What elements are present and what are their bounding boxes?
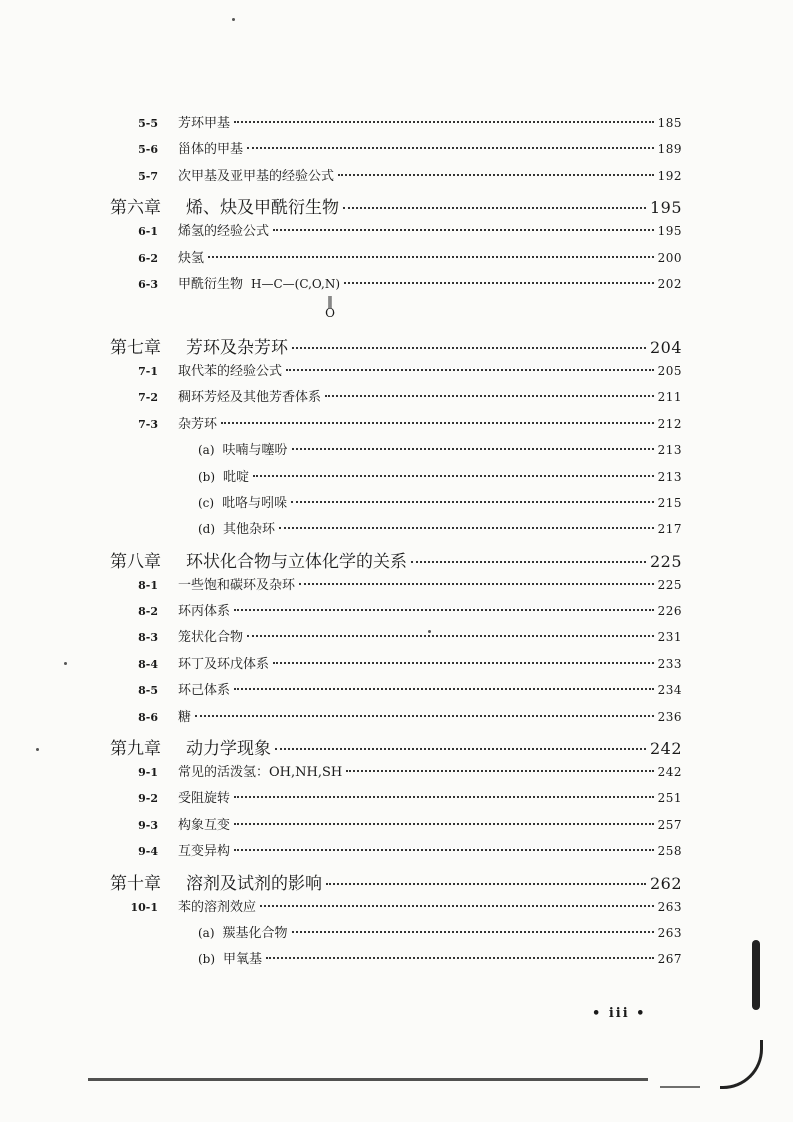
- page-number: 263: [657, 925, 682, 940]
- page-number: 212: [657, 416, 682, 431]
- section-number: 5-5: [138, 117, 158, 130]
- page-number: 231: [657, 630, 682, 645]
- leader-dots: [195, 702, 654, 717]
- formula-text: H—C—(C,O,N): [251, 276, 341, 291]
- page-number: 211: [657, 390, 682, 405]
- page-number: 200: [657, 250, 682, 265]
- entry-title: 溶剂及试剂的影响: [186, 873, 322, 894]
- toc-entry[interactable]: [110, 518, 682, 544]
- section-number: 6-2: [138, 251, 158, 265]
- entry-subnumber: (b): [198, 952, 216, 967]
- leader-dots: [292, 435, 654, 450]
- entry-title: 受阻旋转: [178, 791, 231, 807]
- page-number: 204: [649, 337, 682, 357]
- page-number: 262: [649, 873, 682, 893]
- entry-title: 环丁及环戊体系: [178, 656, 270, 672]
- section-number: 7-2: [138, 391, 158, 405]
- section-number: 10-1: [130, 900, 158, 914]
- entry-title: 芳环及杂芳环: [186, 337, 288, 358]
- page-number: 217: [657, 522, 682, 537]
- entry-title: 吡啶: [223, 469, 250, 485]
- entry-subnumber: (d): [198, 522, 216, 537]
- page-number: 189: [657, 142, 682, 157]
- entry-title: 苯的溶剂效应: [178, 899, 257, 915]
- entry-title: 羰基化合物: [222, 925, 288, 941]
- page-number: 225: [657, 577, 682, 592]
- entry-title: 甲氧基: [223, 952, 263, 968]
- page-number: 185: [657, 116, 682, 130]
- page-number: 205: [657, 363, 682, 378]
- leader-dots: [411, 544, 646, 563]
- scan-speck: [36, 748, 39, 751]
- bottom-scan-line-short: [660, 1086, 700, 1088]
- section-number: 5-7: [138, 169, 158, 183]
- section-number: 9-4: [138, 845, 158, 859]
- entry-title: 芳环甲基: [178, 116, 231, 131]
- leader-dots: [234, 810, 654, 825]
- page-number: 192: [657, 168, 682, 183]
- bottom-scan-line: [88, 1078, 648, 1081]
- carbonyl-group: ‖ O: [325, 293, 335, 320]
- entry-title: 烯氢的经验公式: [178, 224, 270, 240]
- leader-dots: [260, 892, 654, 907]
- page-folio: • iii •: [592, 1006, 647, 1021]
- toc-entry[interactable]: [110, 165, 682, 191]
- scan-speck: [428, 630, 431, 633]
- page-number: 234: [657, 683, 682, 698]
- entry-title: 炔氢: [178, 250, 205, 266]
- leader-dots: [343, 190, 646, 209]
- toc-entry[interactable]: [110, 840, 682, 866]
- page-number: 195: [649, 198, 682, 218]
- leader-dots: [292, 330, 646, 349]
- leader-dots: [279, 514, 654, 529]
- entry-title: 环丙体系: [178, 604, 231, 620]
- scan-speck: [64, 662, 67, 665]
- scan-edge-curve: [720, 1040, 763, 1089]
- entry-title: 其他杂环: [223, 522, 276, 538]
- entry-title: 稠环芳烃及其他芳香体系: [178, 390, 322, 406]
- leader-dots: [275, 731, 646, 750]
- page-number: 213: [657, 469, 682, 484]
- page-number: 233: [657, 656, 682, 671]
- leader-dots: [299, 570, 654, 585]
- section-number: 7-1: [138, 364, 158, 378]
- chapter-number: 第八章: [110, 551, 161, 572]
- entry-title: 构象互变: [178, 817, 231, 833]
- leader-dots: [292, 918, 654, 933]
- leader-dots: [234, 596, 654, 611]
- page-number: 225: [649, 551, 682, 571]
- section-number: 8-1: [138, 578, 158, 592]
- section-number: 8-3: [138, 631, 158, 645]
- toc-entry[interactable]: [110, 706, 682, 732]
- leader-dots: [208, 243, 654, 258]
- entry-title: 环状化合物与立体化学的关系: [186, 551, 407, 572]
- section-number: 6-3: [138, 277, 158, 291]
- leader-dots: [234, 108, 654, 123]
- leader-dots: [338, 161, 654, 176]
- entry-title: 一些饱和碳环及杂环: [178, 577, 296, 593]
- section-number: 9-1: [138, 766, 158, 780]
- entry-subnumber: (a): [198, 443, 215, 458]
- entry-title: 环己体系: [178, 683, 231, 699]
- leader-dots: [273, 649, 654, 664]
- page-number: 267: [657, 952, 682, 967]
- entry-title: 甲酰衍生物: [178, 276, 244, 292]
- entry-title: 取代苯的经验公式: [178, 363, 283, 379]
- leader-dots: [286, 356, 654, 371]
- leader-dots: [234, 675, 654, 690]
- entry-title: 呋喃与噻吩: [222, 443, 288, 459]
- page-number: 257: [657, 817, 682, 832]
- entry-title: 次甲基及亚甲基的经验公式: [178, 168, 335, 184]
- leader-dots: [234, 836, 654, 851]
- leader-dots: [266, 944, 654, 959]
- leader-dots: [247, 134, 654, 149]
- entry-title: 甾体的甲基: [178, 142, 244, 158]
- chapter-number: 第十章: [110, 873, 161, 894]
- toc-entry[interactable]: [110, 948, 682, 974]
- entry-title: 杂芳环: [178, 416, 218, 432]
- leader-dots: [346, 757, 653, 772]
- entry-title: 互变异构: [178, 844, 231, 860]
- leader-dots: [234, 783, 654, 798]
- section-number: 8-4: [138, 657, 158, 671]
- section-number: 8-6: [138, 710, 158, 724]
- page-number: 202: [657, 276, 682, 291]
- leader-dots: [326, 866, 646, 885]
- page-number: 195: [657, 224, 682, 239]
- page-number: 242: [657, 765, 682, 780]
- page-number: 251: [657, 791, 682, 806]
- page-number: 226: [657, 604, 682, 619]
- leader-dots: [273, 216, 654, 231]
- entry-subnumber: (b): [198, 469, 216, 484]
- entry-subnumber: (a): [198, 925, 215, 940]
- page-number: 215: [657, 495, 682, 510]
- entry-title: 烯、炔及甲酰衍生物: [186, 198, 339, 219]
- scan-speck: [232, 18, 235, 21]
- page-number: 258: [657, 844, 682, 859]
- entry-title: 笼状化合物: [178, 630, 244, 646]
- toc-entry[interactable]: [110, 273, 682, 327]
- leader-dots: [291, 488, 653, 503]
- page-number: 213: [657, 443, 682, 458]
- entry-title: 糖: [178, 709, 192, 725]
- entry-title: 常见的活泼氢：OH,NH,SH: [178, 765, 343, 781]
- section-number: 8-5: [138, 684, 158, 698]
- section-number: 5-6: [138, 143, 158, 157]
- entry-title: 吡咯与吲哚: [222, 495, 288, 511]
- leader-dots: [221, 409, 654, 424]
- section-number: 6-1: [138, 225, 158, 239]
- chapter-number: 第七章: [110, 337, 161, 358]
- page-number: 263: [657, 899, 682, 914]
- leader-dots: [325, 382, 654, 397]
- leader-dots: [247, 622, 654, 637]
- entry-title: 动力学现象: [186, 739, 271, 760]
- table-of-contents: [110, 112, 682, 975]
- section-number: 9-2: [138, 792, 158, 806]
- chapter-number: 第六章: [110, 198, 161, 219]
- scan-edge-mark: [752, 940, 760, 1010]
- leader-dots: [253, 462, 654, 477]
- page-number: 242: [649, 739, 682, 759]
- page-number: 236: [657, 709, 682, 724]
- section-number: 9-3: [138, 818, 158, 832]
- chapter-number: 第九章: [110, 739, 161, 760]
- section-number: 8-2: [138, 605, 158, 619]
- section-number: 7-3: [138, 417, 158, 431]
- leader-dots: [344, 269, 654, 284]
- entry-subnumber: (c): [198, 495, 215, 510]
